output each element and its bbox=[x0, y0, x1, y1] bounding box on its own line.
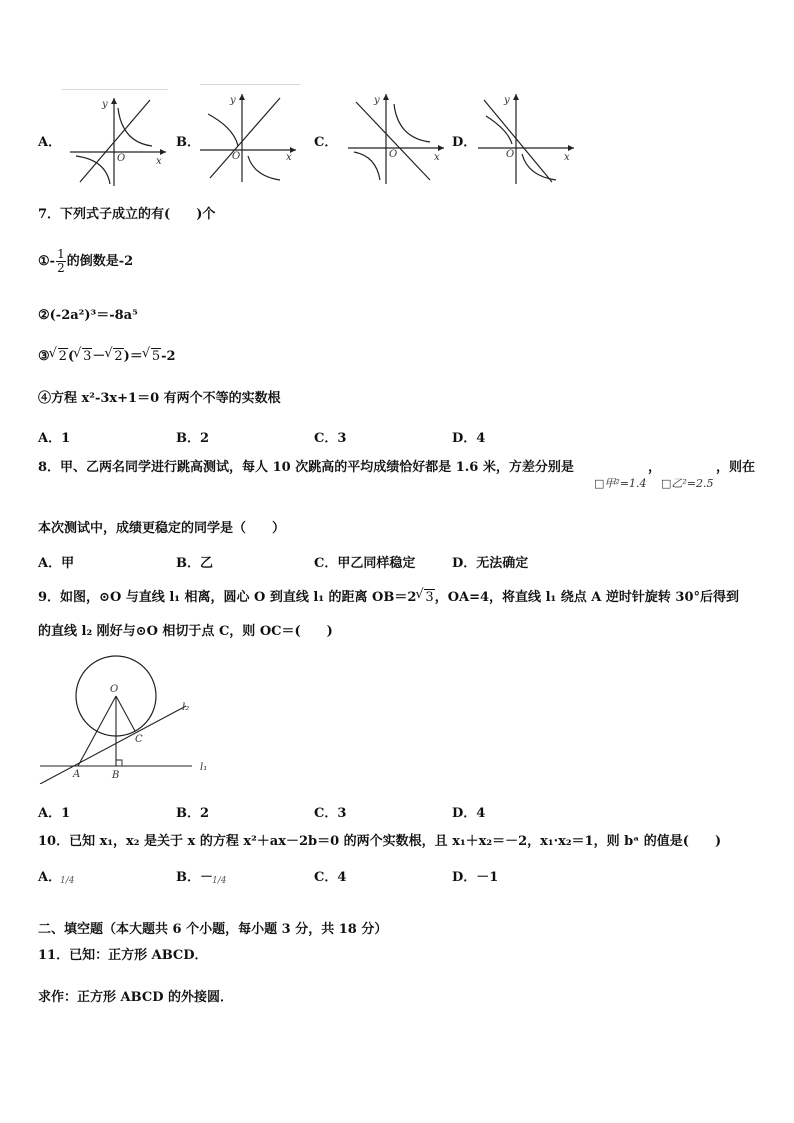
q7-s1-den: 2 bbox=[57, 261, 65, 275]
top-rule-left bbox=[62, 89, 168, 90]
q9-label-a: A bbox=[73, 769, 81, 780]
q9-line1-b: ，OA=4，将直线 l₁ 绕点 A 逆时针旋转 30°后得到 bbox=[434, 590, 739, 605]
q7-s1-num: 1 bbox=[57, 247, 65, 261]
q8-option-d: D．无法确定 bbox=[452, 556, 529, 571]
q7-option-c: C．3 bbox=[314, 431, 347, 446]
q10-stem: 10．已知 x₁，x₂ 是关于 x 的方程 x²＋ax－2b＝0 的两个实数根，且 x₁＋x₂＝－2，x₁·x₂＝1，则 bᵃ 的值是( ) bbox=[38, 834, 722, 849]
q10-option-d: D．－1 bbox=[452, 870, 499, 885]
q8-variance-2: □乙²=2.5 bbox=[661, 477, 714, 490]
q6-graph-c bbox=[344, 90, 448, 186]
q6-b-y-label: y bbox=[230, 95, 236, 106]
q9-option-a: A．1 bbox=[38, 806, 71, 821]
q6-c-x-label: x bbox=[434, 152, 440, 163]
q9-segment-oa bbox=[78, 696, 116, 766]
q9-line1 bbox=[38, 589, 739, 606]
q9-option-b: B．2 bbox=[176, 806, 210, 821]
q7-s3-suffix: -2 bbox=[161, 349, 176, 364]
q9-root: √ 3 bbox=[424, 589, 434, 606]
q6-a-o-label: O bbox=[117, 153, 126, 164]
q7-statement-3 bbox=[38, 348, 176, 365]
q11-line1: 11．已知：正方形 ABCD． bbox=[38, 948, 208, 963]
q6-option-c-letter: C． bbox=[314, 135, 338, 150]
q9-label-c: C bbox=[135, 734, 143, 745]
q7-statement-1 bbox=[38, 246, 133, 278]
q7-s1-prefix: ①- bbox=[38, 254, 56, 269]
q10-option-b-fraction: 1/4 bbox=[212, 876, 227, 886]
q6-graph-a bbox=[66, 94, 170, 190]
q9-option-c: C．3 bbox=[314, 806, 347, 821]
q7-option-d: D．4 bbox=[452, 431, 486, 446]
q6-d-x-label: x bbox=[564, 152, 570, 163]
q7-s3-root1: √ 2 bbox=[58, 348, 68, 365]
q8-tail: ，则在 bbox=[716, 460, 756, 475]
q9-figure bbox=[36, 654, 216, 788]
q11-line2: 求作：正方形 ABCD 的外接圆． bbox=[38, 990, 233, 1005]
q9-line2: 的直线 l₂ 刚好与⊙O 相切于点 C，则 OC＝( ) bbox=[38, 624, 333, 639]
q6-b-x-label: x bbox=[286, 152, 292, 163]
q9-line1-a: 9．如图，⊙O 与直线 l₁ 相离，圆心 O 到直线 l₁ 的距离 OB＝2 bbox=[38, 590, 417, 605]
q8-option-c: C．甲乙同样稳定 bbox=[314, 556, 416, 571]
q6-graph-b bbox=[196, 88, 300, 184]
q7-s1-fraction bbox=[56, 248, 66, 275]
q10-option-c: C．4 bbox=[314, 870, 347, 885]
q6-option-a-letter: A． bbox=[38, 135, 62, 150]
q6-b-o-label: O bbox=[232, 151, 241, 162]
q6-d-o-label: O bbox=[506, 149, 515, 160]
q9-label-l1: l₁ bbox=[200, 762, 208, 773]
q7-s3-minus: － bbox=[92, 349, 106, 364]
q6-a-y-label: y bbox=[102, 99, 108, 110]
q6-a-x-label: x bbox=[156, 156, 162, 167]
q7-option-a: A．1 bbox=[38, 431, 71, 446]
q7-s3-close: )＝ bbox=[123, 349, 143, 364]
q6-d-y-label: y bbox=[504, 95, 510, 106]
q6-c-y-label: y bbox=[374, 95, 380, 106]
q7-s3-root4: √ 5 bbox=[151, 348, 161, 365]
q8-line2: 本次测试中，成绩更稳定的同学是（ ） bbox=[38, 521, 286, 536]
q7-statement-4: ④方程 x²-3x+1＝0 有两个不等的实数根 bbox=[38, 391, 281, 406]
q9-segment-oc bbox=[116, 696, 135, 731]
section-2-heading: 二、填空题（本大题共 6 个小题，每小题 3 分，共 18 分） bbox=[38, 922, 388, 937]
q9-option-d: D．4 bbox=[452, 806, 486, 821]
q7-s3-root3: √ 2 bbox=[113, 348, 123, 365]
q6-option-d-letter: D． bbox=[452, 135, 477, 150]
q9-label-o: O bbox=[110, 684, 119, 695]
q7-statement-2: ②(-2a²)³＝-8a⁵ bbox=[38, 308, 138, 323]
q7-s3-prefix: ③ bbox=[38, 349, 50, 364]
q10-option-b: B．－ bbox=[176, 870, 213, 885]
q8-stem: 8．甲、乙两名同学进行跳高测试，每人 10 次跳高的平均成绩恰好都是 1.6 米，方差分别是 bbox=[38, 460, 574, 475]
q8-variance-1: □甲²=1.4 bbox=[594, 477, 647, 490]
q9-label-l2: l₂ bbox=[182, 702, 190, 713]
q10-option-a: A． bbox=[38, 870, 62, 885]
top-rule-right bbox=[200, 84, 300, 85]
q8-option-a: A．甲 bbox=[38, 556, 75, 571]
q7-option-b: B．2 bbox=[176, 431, 210, 446]
q8-option-b: B．乙 bbox=[176, 556, 213, 571]
q6-option-b-letter: B． bbox=[176, 135, 200, 150]
q9-label-b: B bbox=[112, 770, 120, 781]
q10-option-a-fraction: 1/4 bbox=[60, 876, 75, 886]
q7-s1-suffix: 的倒数是-2 bbox=[66, 254, 134, 269]
q6-graph-d bbox=[474, 90, 578, 186]
q7-s3-open: ( bbox=[67, 349, 75, 364]
q6-c-o-label: O bbox=[389, 149, 398, 160]
q7-stem: 7．下列式子成立的有( )个 bbox=[38, 207, 216, 222]
q9-right-angle-mark bbox=[116, 760, 122, 766]
q7-s3-root2: √ 3 bbox=[82, 348, 92, 365]
q8-comma: ， bbox=[648, 460, 662, 475]
